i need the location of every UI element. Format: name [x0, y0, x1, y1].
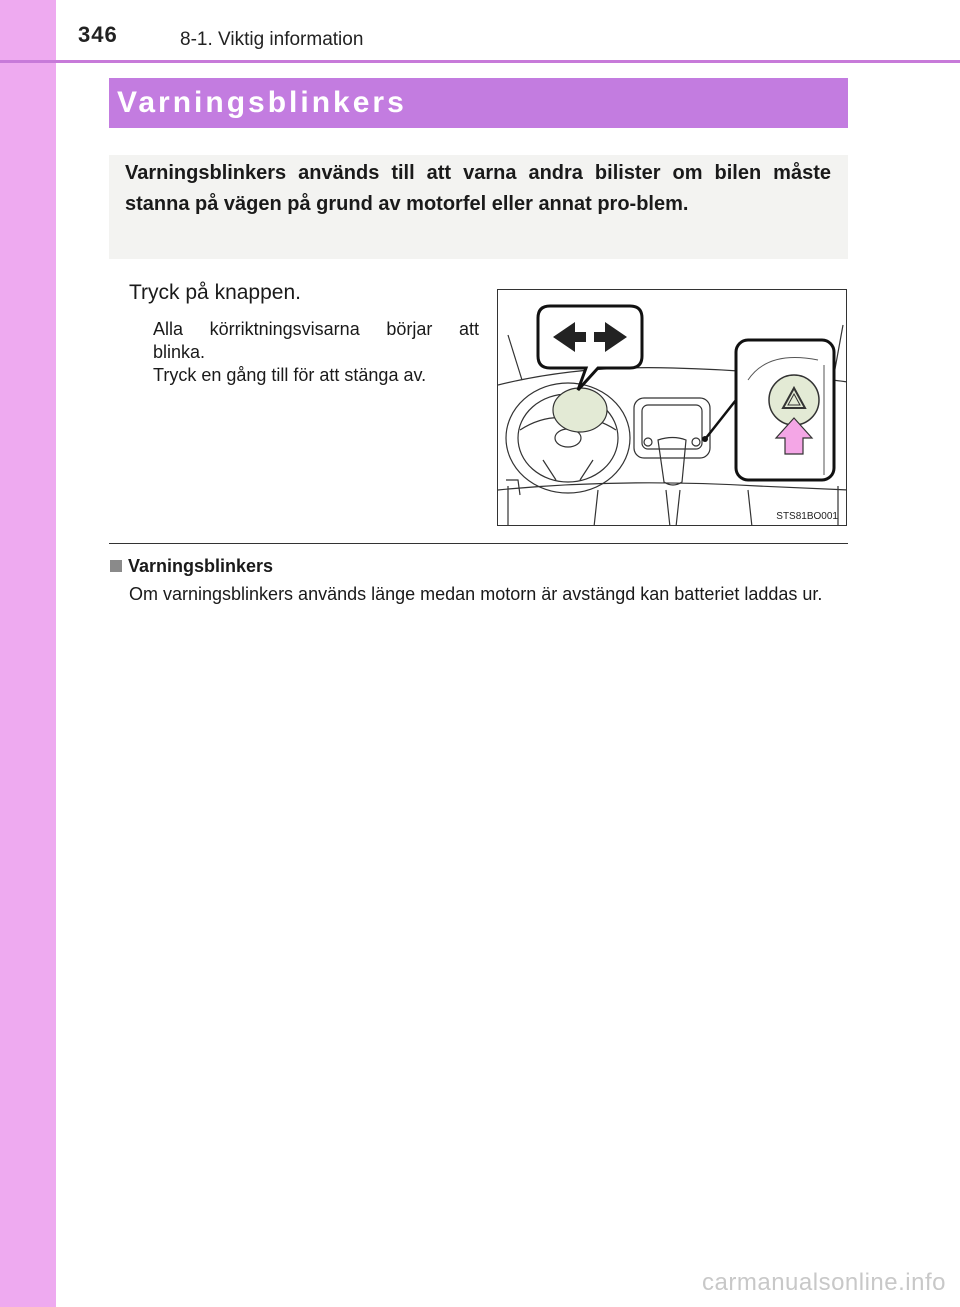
- note-heading: [110, 556, 273, 577]
- section-divider: [109, 543, 848, 544]
- watermark: carmanualsonline.info: [702, 1269, 946, 1296]
- intro-text: Varningsblinkers används till att varna andra bilister om bilen måste stanna på vägen på grund av motorfel eller annat pro-blem.: [125, 162, 831, 215]
- note-heading-text: Varningsblinkers: [128, 556, 274, 576]
- header-rule: [0, 60, 960, 63]
- side-strip: [0, 0, 56, 1307]
- dashboard-illustration: [497, 289, 847, 526]
- figure-code: STS81BO001: [776, 511, 838, 522]
- step-line-2: blinka.: [153, 342, 206, 362]
- page-number: 346: [78, 22, 118, 47]
- section-title: Varningsblinkers: [117, 86, 407, 119]
- step-title: Tryck på knappen.: [129, 281, 301, 304]
- step-line-3: Tryck en gång till för att stänga av.: [153, 365, 427, 385]
- step-body: [153, 318, 479, 387]
- step-line-1: Alla körriktningsvisarna börjar att: [153, 319, 479, 339]
- note-body: Om varningsblinkers används länge medan motorn är avstängd kan batteriet laddas ur.: [129, 584, 823, 604]
- section-title-bar: [109, 78, 848, 128]
- dashboard-drawing: [498, 290, 847, 526]
- running-head: 8-1. Viktig information: [180, 29, 364, 50]
- intro-box: [109, 155, 848, 259]
- square-bullet-icon: [110, 560, 122, 572]
